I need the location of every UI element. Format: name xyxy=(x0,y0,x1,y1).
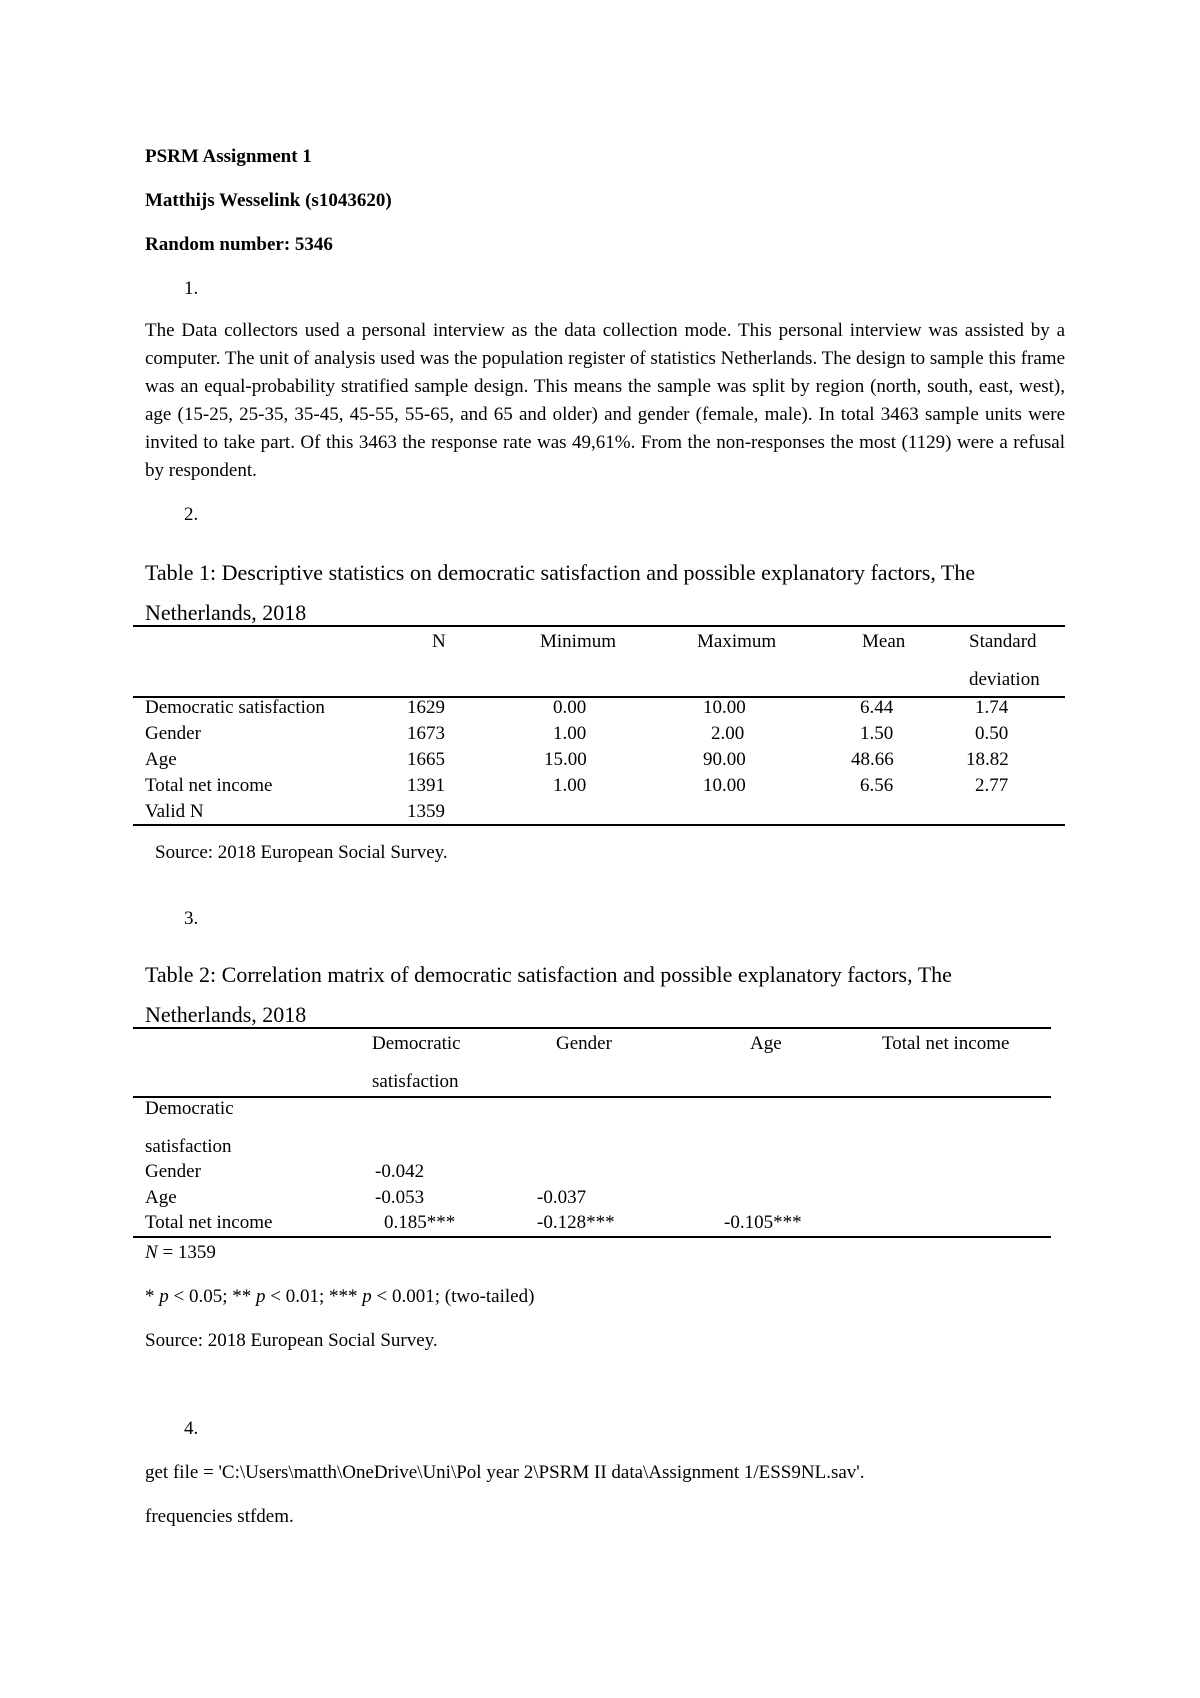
row-label-cont: satisfaction xyxy=(145,1136,232,1157)
table2-header-age: Age xyxy=(750,1033,782,1054)
cell-age: -0.105*** xyxy=(724,1212,802,1233)
syntax-line-1: get file = 'C:\Users\matth\OneDrive\Uni\Pol year 2\PSRM II data\Assignment 1/ESS9NL.sav'. xyxy=(145,1462,865,1483)
table2-header-income: Total net income xyxy=(882,1033,1010,1054)
section-number-1: 1. xyxy=(184,278,199,299)
cell-sd: 2.77 xyxy=(975,775,1009,796)
table1-source: Source: 2018 European Social Survey. xyxy=(155,842,448,863)
table1-header-n: N xyxy=(432,631,446,652)
cell-mean: 1.50 xyxy=(860,723,894,744)
cell-gender: -0.128*** xyxy=(537,1212,615,1233)
cell-n: 1359 xyxy=(407,801,445,822)
row-label: Age xyxy=(145,749,177,770)
table1-header-min: Minimum xyxy=(540,631,617,652)
table1-caption-line1: Table 1: Descriptive statistics on democratic satisfaction and possible explanatory factors, The xyxy=(145,560,976,585)
cell-mean: 6.44 xyxy=(860,697,894,718)
cell-n: 1673 xyxy=(407,723,445,744)
sig-part: < 0.01; *** xyxy=(265,1286,363,1307)
syntax-line-2: frequencies stfdem. xyxy=(145,1506,294,1527)
cell-max: 90.00 xyxy=(703,749,746,770)
section-number-3: 3. xyxy=(184,908,199,929)
table1-top-rule xyxy=(133,625,1065,627)
cell-ds: -0.053 xyxy=(375,1187,425,1208)
section1-paragraph: The Data collectors used a personal interview as the data collection mode. This personal interview was assisted by a computer. The unit of analysis used was the population register of statistics Netherlands. The design to sample this frame was an equal-probability stratified sample design. This means the sample was split by region (north, south, east, west), age (15-25, 25-35, 35-45, 45-55, 55-65, and 65 and older) and gender (female, male). In total 3463 sample units were invited to take part. Of this 3463 the response rate was 49,61%. From the non-responses the most (1129) were a refusal by respondent. xyxy=(145,320,1065,481)
cell-n: 1391 xyxy=(407,775,445,796)
cell-max: 10.00 xyxy=(703,697,746,718)
cell-max: 2.00 xyxy=(711,723,745,744)
cell-n: 1629 xyxy=(407,697,445,718)
table1-caption-line2: Netherlands, 2018 xyxy=(145,600,307,625)
table1-header-max: Maximum xyxy=(697,631,777,652)
table2-header-ds2: satisfaction xyxy=(372,1071,459,1092)
table1-bottom-rule xyxy=(133,824,1065,826)
section-number-4: 4. xyxy=(184,1418,199,1439)
row-label: Total net income xyxy=(145,1212,273,1233)
cell-sd: 0.50 xyxy=(975,723,1009,744)
n-label: N xyxy=(145,1242,158,1263)
table2-header-gender: Gender xyxy=(556,1033,612,1054)
table2-top-rule xyxy=(133,1027,1051,1029)
cell-ds: -0.042 xyxy=(375,1161,425,1182)
table2-bottom-rule xyxy=(133,1236,1051,1238)
author-line: Matthijs Wesselink (s1043620) xyxy=(145,190,392,211)
cell-min: 1.00 xyxy=(553,723,587,744)
document-title: PSRM Assignment 1 xyxy=(145,146,312,167)
row-label: Democratic xyxy=(145,1098,234,1119)
cell-max: 10.00 xyxy=(703,775,746,796)
sig-part-p: p xyxy=(362,1286,372,1307)
table2-n-note xyxy=(145,1242,216,1264)
sig-part: < 0.05; ** xyxy=(168,1286,256,1307)
sig-part: < 0.001; (two-tailed) xyxy=(371,1286,535,1307)
section-number-2: 2. xyxy=(184,504,199,525)
table1-header-sd2: deviation xyxy=(969,669,1040,690)
cell-min: 0.00 xyxy=(553,697,587,718)
table2-source: Source: 2018 European Social Survey. xyxy=(145,1330,438,1351)
cell-mean: 6.56 xyxy=(860,775,894,796)
row-label: Total net income xyxy=(145,775,273,796)
row-label: Gender xyxy=(145,723,201,744)
cell-min: 15.00 xyxy=(544,749,587,770)
row-label: Gender xyxy=(145,1161,201,1182)
cell-sd: 18.82 xyxy=(966,749,1009,770)
row-label: Valid N xyxy=(145,801,204,822)
significance-note xyxy=(145,1286,534,1308)
table2-caption-line1: Table 2: Correlation matrix of democratic satisfaction and possible explanatory factors, The xyxy=(145,962,952,987)
table2-header-rule xyxy=(133,1096,1051,1098)
cell-sd: 1.74 xyxy=(975,697,1009,718)
row-label: Age xyxy=(145,1187,177,1208)
cell-gender: -0.037 xyxy=(537,1187,587,1208)
n-value: = 1359 xyxy=(157,1242,216,1263)
cell-min: 1.00 xyxy=(553,775,587,796)
sig-part-p: p xyxy=(159,1286,169,1307)
row-label: Democratic satisfaction xyxy=(145,697,325,718)
sig-part: * xyxy=(145,1286,160,1307)
random-number-line: Random number: 5346 xyxy=(145,234,333,255)
cell-n: 1665 xyxy=(407,749,445,770)
cell-ds: 0.185*** xyxy=(384,1212,456,1233)
table2-header-ds1: Democratic xyxy=(372,1033,461,1054)
table1-header-mean: Mean xyxy=(862,631,906,652)
cell-mean: 48.66 xyxy=(851,749,894,770)
table1-header-sd1: Standard xyxy=(969,631,1037,652)
sig-part-p: p xyxy=(256,1286,266,1307)
table2-caption-line2: Netherlands, 2018 xyxy=(145,1002,307,1027)
